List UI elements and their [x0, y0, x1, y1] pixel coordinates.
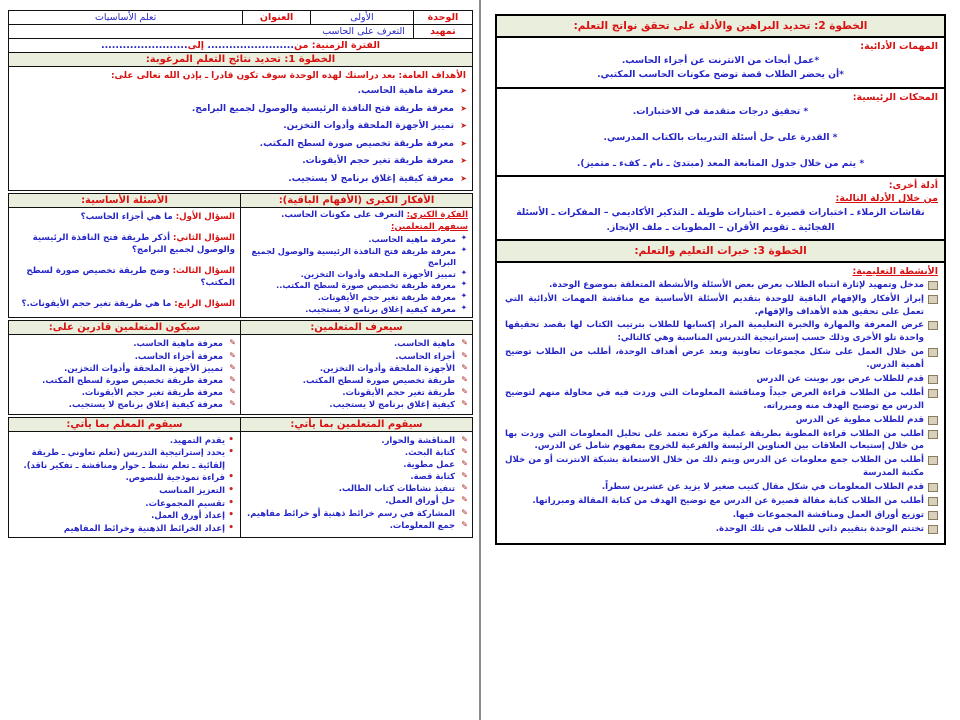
learners-tasks-list	[245, 434, 468, 532]
pen-bullet-icon: ✎	[461, 507, 468, 517]
list-item	[13, 350, 236, 362]
list-item-label: إعداد الخرائط الذهنية وخرائط المفاهيم	[63, 522, 225, 533]
list-item: *عمل أبحاث من الانترنت عن أجزاء الحاسب.	[621, 55, 820, 66]
list-item	[245, 350, 468, 362]
list-item-label: قدم للطلاب عرض بور بوينت عن الدرس	[756, 373, 924, 384]
list-item-label: معرفة كيفية إغلاق برنامج لا يستجيب.	[288, 173, 454, 184]
performance-tasks-section	[495, 38, 946, 89]
list-item-label: قراءة نموذجية للنصوص.	[125, 472, 225, 483]
list-item	[14, 298, 235, 310]
list-item-label: تمييز الأجهزة الملحقة وأدوات التخزين.	[300, 268, 456, 279]
list-item-label: توزيع أوراق العمل ومناقشة المجموعات فيها.	[732, 509, 924, 520]
will-understand-list	[245, 234, 468, 315]
pen-bullet-icon: ✎	[461, 495, 468, 505]
pen-bullet-icon: ✎	[229, 374, 236, 384]
list-item	[13, 138, 468, 152]
book-icon	[928, 524, 938, 536]
list-item	[503, 279, 938, 292]
book-icon	[928, 388, 938, 400]
list-item-label: معرفة كيفية إغلاق برنامج لا يستجيب.	[305, 303, 456, 314]
arrow-bullet-icon: ➤	[460, 138, 467, 148]
activities-section	[495, 263, 946, 545]
list-item: *أن يحضر الطلاب قصة توضح مكونات الحاسب المكتبي.	[597, 69, 844, 81]
list-item	[245, 507, 468, 519]
will-be-able-cell	[9, 335, 241, 414]
big-idea-label: الفكرة الكبرى:	[406, 210, 468, 221]
list-item-label: تمييز الأجهزة الملحقة وأدوات التخزين.	[64, 362, 223, 373]
will-know-cell	[241, 335, 473, 414]
dot-bullet-icon: •	[228, 510, 234, 521]
pen-bullet-icon: ✎	[461, 362, 468, 372]
list-item	[503, 414, 938, 427]
dot-bullet-icon: •	[228, 484, 234, 495]
diamond-bullet-icon: ✦	[460, 291, 467, 301]
list-item-label: قدم للطلاب مطوية عن الدرس	[795, 414, 924, 425]
list-item-label: مدخل وتمهيد لإثارة انتباه الطلاب بعرض بعض الأسئلة والأنشطة المتعلقة بموضوع الوحدة.	[549, 279, 924, 290]
table-row	[9, 194, 473, 208]
diamond-bullet-icon: ✦	[460, 279, 467, 289]
big-idea-line	[245, 210, 468, 222]
teacher-tasks-cell	[9, 431, 241, 538]
list-item	[13, 386, 236, 398]
table-row	[9, 321, 473, 335]
list-item-label: تقسيم المجموعات.	[145, 497, 225, 508]
learners-tasks-header: سيقوم المتعلمين بما يأتي:	[241, 417, 473, 431]
list-item-label: معرفة طريقة فتح النافذة الرئيسية والوصول لجميع البرامج	[251, 245, 456, 268]
other-evidence-line-2: الفجائية ـ تقويم الأقران – المطويات ـ ملف الإنجاز.	[606, 221, 835, 233]
book-icon	[928, 415, 938, 427]
list-item	[245, 280, 468, 292]
list-item-label: حل أوراق العمل.	[385, 495, 455, 506]
list-item: * القدرة على حل أسئلة التدريبات بالكتاب المدرسي.	[603, 131, 838, 143]
dot-bullet-icon: •	[228, 522, 234, 533]
will-know-header: سيعرف المتعلمين:	[241, 321, 473, 335]
pen-bullet-icon: ✎	[229, 338, 236, 348]
big-ideas-cell	[241, 208, 473, 318]
diamond-bullet-icon: ✦	[460, 302, 467, 312]
essential-questions-header: الأسئلة الأساسية:	[9, 194, 241, 208]
list-item-label: ماهية الحاسب.	[393, 338, 455, 349]
list-item-label: المناقشة والحوار.	[381, 434, 455, 445]
pen-bullet-icon: ✎	[461, 374, 468, 384]
list-item-label: معرفة كيفية إغلاق برنامج لا يستجيب.	[68, 399, 223, 410]
intro-value: التعرف على الحاسب	[9, 25, 414, 39]
time-period-row	[9, 39, 473, 53]
step2-header: الخطوة 2: تحديد البراهين والأدلة على تحقق نواتج التعلم:	[495, 14, 946, 38]
main-criteria-title: المحكات الرئيسية:	[852, 91, 938, 103]
question-text: وضح طريقة تخصيص صورة لسطح المكتب؟	[26, 266, 235, 289]
pen-bullet-icon: ✎	[461, 458, 468, 468]
questions-list	[14, 211, 235, 310]
list-item-label: أجزاء الحاسب.	[395, 350, 455, 361]
table-row	[9, 417, 473, 431]
diamond-bullet-icon: ✦	[460, 244, 467, 254]
book-icon	[928, 320, 938, 332]
list-item-label: كتابة قصة.	[410, 471, 455, 482]
time-from-dots: ........................	[207, 40, 294, 51]
other-evidence-line-1: نقاشات الزملاء ـ اختبارات قصيرة ـ اختبارات طويلة ـ التذكير الأكاديمي – المفكرات ـ الأسئلة	[516, 207, 925, 219]
list-item	[503, 509, 938, 522]
dot-bullet-icon: •	[228, 447, 234, 458]
step3-header: الخطوة 3: خبرات التعليم والتعلم:	[495, 241, 946, 263]
question-text: ما هي أجزاء الحاسب؟	[80, 212, 173, 223]
pen-bullet-icon: ✎	[229, 399, 236, 409]
question-label: السؤال الرابع:	[174, 299, 235, 310]
book-icon	[928, 429, 938, 441]
other-evidence-title: أدلة أخرى:	[888, 180, 938, 192]
list-item	[245, 386, 468, 398]
arrow-bullet-icon: ➤	[460, 86, 467, 96]
list-item	[13, 509, 236, 522]
list-item: * يتم من خلال جدول المتابعة المعد (مبتدئ ـ نام ـ كفء ـ متميز).	[576, 158, 865, 169]
list-item	[13, 446, 236, 471]
question-label: السؤال الثاني:	[173, 233, 235, 244]
table-row	[9, 39, 473, 53]
list-item	[245, 269, 468, 281]
list-item-label: التعزيز المناسب	[159, 484, 225, 495]
list-item	[245, 519, 468, 531]
list-item	[13, 337, 236, 349]
dot-bullet-icon: •	[228, 434, 234, 445]
question-label: السؤال الثالث:	[172, 266, 235, 277]
dot-bullet-icon: •	[228, 472, 234, 483]
table-row	[9, 67, 473, 191]
list-item-label: اطلب من الطلاب قراءة المطوية بطريقة عملية مركزة تعتمد على تحليل المعلومات التي وردت بها من خلال إستيعاب العلاقات بين العناوين الرئيسة والفرعية للخروج بمفهوم شامل عن الدرس.	[505, 428, 924, 452]
book-icon	[928, 280, 938, 292]
will-be-able-list	[13, 337, 236, 410]
list-item	[14, 232, 235, 256]
time-to-dots: ........................	[100, 40, 188, 51]
will-be-able-header: سيكون المتعلمين قادرين على:	[9, 321, 241, 335]
list-item-label: معرفة ماهية الحاسب.	[133, 338, 223, 349]
pen-bullet-icon: ✎	[461, 519, 468, 529]
diamond-bullet-icon: ✦	[460, 232, 467, 242]
list-item-label: معرفة طريقة تخصيص صورة لسطح المكتب..	[276, 280, 456, 291]
list-item-label: معرفة أجزاء الحاسب.	[134, 350, 223, 361]
question-label: السؤال الأول:	[175, 212, 235, 223]
time-period-label: الفترة الزمنية:	[311, 40, 381, 51]
title-value: تعلم الأساسيات	[9, 11, 243, 25]
list-item-label: من خلال العمل على شكل مجموعات تعاونية وبعد عرض أهداف الوحدة، أطلب من الطلاب توضيح أهمية الدرس.	[505, 347, 924, 371]
list-item	[245, 482, 468, 494]
list-item	[503, 523, 938, 536]
main-criteria-section	[495, 89, 946, 178]
arrow-bullet-icon: ➤	[460, 121, 467, 131]
page-left	[0, 0, 479, 720]
tasks-table	[8, 417, 473, 539]
pen-bullet-icon: ✎	[461, 471, 468, 481]
list-item-label: الأجهزة الملحقة وأدوات التخزين.	[319, 362, 455, 373]
list-item-label: إعداد أورق العمل.	[151, 510, 225, 521]
question-text: أذكر طريقة فتح النافذة الرئيسية والوصول لجميع البرامج؟	[32, 233, 235, 256]
list-item	[245, 304, 468, 316]
book-icon	[928, 294, 938, 306]
list-item-label: معرفة طريقة فتح النافذة الرئيسية والوصول لجميع البرامج.	[191, 103, 454, 114]
performance-tasks-title: المهمات الأدائية:	[860, 41, 938, 52]
learners-tasks-cell	[241, 431, 473, 538]
list-item	[503, 346, 938, 372]
general-goals-heading: الأهداف العامة: بعد دراستك لهذه الوحدة سوف تكون قادرا ـ بإذن الله تعالى على:	[110, 71, 466, 81]
header-table	[8, 10, 473, 191]
unit-label: الوحدة	[413, 11, 472, 25]
arrow-bullet-icon: ➤	[460, 103, 467, 113]
list-item	[245, 246, 468, 269]
performance-tasks-list	[503, 54, 938, 83]
list-item-label: معرفة طريقة تغير حجم الأيقونات.	[81, 387, 223, 398]
pen-bullet-icon: ✎	[461, 350, 468, 360]
list-item	[13, 85, 468, 99]
list-item-label: طريقة تخصيص صورة لسطح المكتب.	[302, 374, 455, 385]
list-item-label: معرفة طريقة تغير حجم الأيقونات.	[317, 292, 456, 303]
pen-bullet-icon: ✎	[461, 434, 468, 444]
list-item-label: معرفة طريقة تخصيص صورة لسطح المكتب.	[259, 138, 454, 149]
list-item-label: عمل مطوية.	[403, 458, 455, 469]
list-item	[503, 428, 938, 454]
list-item-label: أطلب من الطلاب قراءة العرض جيداً ومناقشة المعلومات التي وردت فيه في محاولة منهم لتوضيح الدرس مع توضيح الهدف منه ومبرراته.	[505, 387, 924, 411]
list-item-label: معرفة ماهية الحاسب.	[368, 233, 456, 244]
list-item	[13, 484, 236, 497]
table-row	[9, 208, 473, 318]
list-item	[13, 522, 236, 535]
know-able-table	[8, 320, 473, 414]
list-item-label: جمع المعلومات.	[389, 519, 455, 530]
title-label: العنوان	[243, 11, 311, 25]
list-item	[245, 292, 468, 304]
list-item-label: كيفية إغلاق برنامج لا يستجيب.	[329, 399, 455, 410]
pen-bullet-icon: ✎	[461, 399, 468, 409]
page-right	[481, 0, 960, 720]
list-item	[503, 454, 938, 480]
list-item	[245, 374, 468, 386]
list-item	[245, 446, 468, 458]
list-item	[245, 470, 468, 482]
list-item	[503, 319, 938, 345]
big-idea-text: التعرف على مكونات الحاسب.	[281, 210, 404, 221]
pen-bullet-icon: ✎	[461, 483, 468, 493]
list-item-label: يقدم التمهيد.	[169, 434, 225, 445]
diamond-bullet-icon: ✦	[460, 267, 467, 277]
list-item-label: عرض المعرفة والمهارة والخبرة التعليمية المراد إكسابها للطلاب بترتيب الكتاب لها بقصد تحقيقها واحدة تلو الأخرى وذلك حسب إستراتيجية التدريس المناسبة وهي كالتالي:	[505, 320, 924, 344]
list-item-label: أطلب من الطلاب جمع معلومات عن الدرس ويتم ذلك من خلال الاستعانة بشبكة الانترنت أو من خلال مكتبة المدرسة	[505, 455, 924, 479]
list-item	[13, 362, 236, 374]
list-item-label: قدم الطلاب المعلومات في شكل مقال كتيب صغير لا يزيد عن عشرين سطراً.	[601, 482, 924, 493]
unit-value: الأولى	[311, 11, 414, 25]
list-item	[13, 497, 236, 510]
time-to-label: إلى	[187, 40, 205, 51]
table-row	[9, 335, 473, 414]
list-item: * تحقيق درجات متقدمة في الاختبارات.	[632, 105, 809, 117]
pen-bullet-icon: ✎	[229, 362, 236, 372]
will-understand-label: سيفهم المتعلمين:	[391, 222, 468, 233]
list-item	[13, 103, 468, 117]
list-item	[245, 458, 468, 470]
book-icon	[928, 510, 938, 522]
book-icon	[928, 455, 938, 467]
list-item	[13, 471, 236, 484]
will-know-list	[245, 337, 468, 410]
table-row	[9, 431, 473, 538]
list-item	[13, 120, 468, 134]
list-item-label: كتابة البحث.	[404, 446, 455, 457]
list-item-label: تمييز الأجهزة الملحقة وأدوات التخزين.	[283, 121, 454, 132]
list-item	[13, 398, 236, 410]
essential-questions-cell	[9, 208, 241, 318]
list-item-label: إبراز الأفكار والإفهام الباقية للوحدة بتقديم الأسئلة الأساسية مع مناقشة المهمات الأدائية التي تعمل على تحقيق هذه الأهداف والإفهام.	[505, 293, 924, 317]
list-item	[503, 387, 938, 413]
list-item-label: تختتم الوحدة بتقييم ذاتي للطلاب في تلك الوحدة.	[715, 523, 924, 534]
list-item-label: المشاركة في رسم خرائط ذهنية أو خرائط مفاهيم.	[247, 507, 455, 518]
other-evidence-section	[495, 177, 946, 241]
pen-bullet-icon: ✎	[461, 338, 468, 348]
list-item-label: أطلب من الطلاب كتابة مقالة قصيرة عن الدرس مع توضيح الهدف من كتابة المقالة ومبرراتها.	[532, 496, 924, 506]
step1-header: الخطوة 1: تحديد نتائج التعلم المرغوبة:	[9, 53, 473, 67]
list-item	[245, 337, 468, 349]
list-item	[503, 495, 938, 508]
pen-bullet-icon: ✎	[461, 446, 468, 456]
question-text: ما هي طريقة تغير حجم الأيقونات.؟	[21, 299, 172, 310]
list-item	[245, 362, 468, 374]
list-item	[13, 173, 468, 187]
list-item	[245, 398, 468, 410]
list-item	[503, 293, 938, 319]
general-goals-list	[13, 85, 468, 186]
main-criteria-list	[503, 105, 938, 172]
table-row	[9, 25, 473, 39]
list-item	[503, 373, 938, 386]
big-ideas-header: الأفكار الكبرى (الأفهام الباقية):	[241, 194, 473, 208]
list-item	[245, 494, 468, 506]
pen-bullet-icon: ✎	[229, 350, 236, 360]
pen-bullet-icon: ✎	[229, 387, 236, 397]
book-icon	[928, 496, 938, 508]
arrow-bullet-icon: ➤	[460, 173, 467, 183]
teacher-tasks-list	[13, 434, 236, 535]
table-row	[9, 53, 473, 67]
list-item-label: طريقة تغير حجم الأيقونات.	[342, 387, 455, 398]
book-icon	[928, 482, 938, 494]
list-item	[13, 374, 236, 386]
teacher-tasks-header: سيقوم المعلم بما يأتي:	[9, 417, 241, 431]
other-evidence-subtitle: من خلال الأدلة التالية:	[835, 193, 938, 205]
list-item	[245, 434, 468, 446]
list-item-label: معرفة طريقة تخصيص صورة لسطح المكتب.	[42, 374, 223, 385]
activities-title: الأنشطة التعليمية:	[852, 265, 938, 277]
arrow-bullet-icon: ➤	[460, 156, 467, 166]
list-item	[13, 155, 468, 169]
list-item	[14, 265, 235, 289]
list-item-label: معرفة طريقة تغير حجم الأيقونات.	[302, 156, 454, 167]
time-from-label: من	[293, 40, 309, 51]
list-item	[245, 234, 468, 246]
list-item-label: معرفة ماهية الحاسب.	[357, 86, 454, 97]
list-item	[13, 434, 236, 447]
general-goals-cell	[9, 67, 473, 191]
list-item-label: يحدد إستراتيجية التدريس (تعلم تعاوني ـ طريقة إلقائية ـ تعلم نشط ـ حوار ومناقشة ـ تفكير ناقد).	[23, 447, 225, 470]
list-item	[503, 481, 938, 494]
intro-label: تمهيد	[413, 25, 472, 39]
ideas-questions-table	[8, 193, 473, 318]
dot-bullet-icon: •	[228, 497, 234, 508]
book-icon	[928, 347, 938, 359]
list-item-label: تنفيذ نشاطات كتاب الطالب.	[338, 483, 455, 494]
table-row	[9, 11, 473, 25]
activities-list	[503, 279, 938, 536]
book-icon	[928, 374, 938, 386]
list-item	[14, 211, 235, 223]
pen-bullet-icon: ✎	[461, 387, 468, 397]
